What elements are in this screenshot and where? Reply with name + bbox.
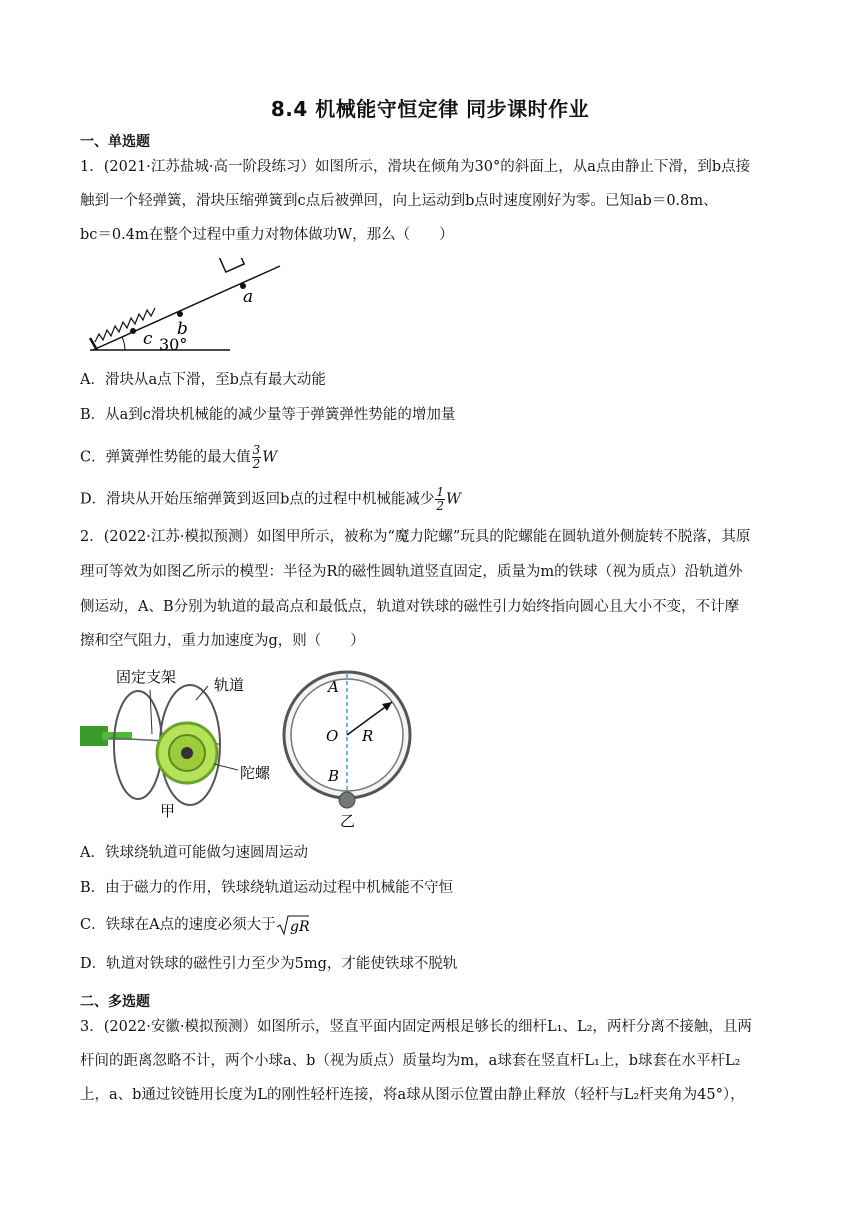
- q2-option-b: B．由于磁力的作用，铁球绕轨道运动过程中机械能不守恒: [80, 880, 454, 896]
- label-angle: 30°: [159, 335, 188, 354]
- label-top: 陀螺: [240, 764, 271, 782]
- q1-option-d: D．滑块从开始压缩弹簧到返回b点的过程中机械能减少 $\frac{1}{2}$ W: [80, 485, 461, 513]
- point-b: [177, 311, 183, 317]
- angle-arc: [122, 337, 125, 350]
- q2-line-2: 理可等效为如图乙所示的模型：半径为R的磁性圆轨道竖直固定，质量为m的铁球（视为质点）沿轨道外: [80, 564, 743, 580]
- ring-1: [114, 691, 162, 799]
- label-a: a: [243, 287, 254, 307]
- section-single-choice: 一、单选题: [80, 134, 150, 150]
- sqrt-content: gR: [289, 919, 310, 935]
- label-R: R: [362, 727, 374, 745]
- sqrt-gR: [276, 914, 310, 936]
- q2-option-a: A．铁球绕轨道可能做匀速圆周运动: [80, 845, 308, 861]
- q2-line-3: 侧运动，A、B分别为轨道的最高点和最低点，轨道对铁球的磁性引力始终指向圆心且大小不变，不计摩: [80, 599, 740, 615]
- point-c: [130, 328, 136, 334]
- q1-incline-figure: [85, 258, 285, 358]
- fraction-3-2: $\frac{3}{2}$: [252, 443, 261, 471]
- q3-line-2: 杆间的距离忽略不计，两个小球a、b（视为质点）质量均为m，a球套在竖直杆L₁上，b球套在水平杆L₂: [80, 1053, 741, 1069]
- q1-option-b: B．从a到c滑块机械能的减少量等于弹簧弹性势能的增加量: [80, 407, 456, 423]
- label-c: c: [143, 329, 153, 349]
- label-b: b: [177, 319, 188, 339]
- q1-line-1: 1．(2021·江苏盐城·高一阶段练习）如图所示，滑块在倾角为30°的斜面上，从a点由静止下滑，到b点接: [80, 159, 751, 175]
- label-track: 轨道: [214, 676, 245, 694]
- q2-option-d: D．轨道对铁球的磁性引力至少为5mg，才能使铁球不脱轨: [80, 956, 458, 972]
- q2-figure-jia: [80, 660, 280, 830]
- q1-option-c-text: C．弹簧弹性势能的最大值: [80, 449, 251, 466]
- q1-line-2: 触到一个轻弹簧，滑块压缩弹簧到c点后被弹回，向上运动到b点时速度刚好为零。已知ab＝0.8m、: [80, 193, 718, 209]
- caption-jia: 甲: [160, 802, 176, 820]
- label-A: A: [328, 678, 339, 696]
- q2-line-4: 擦和空气阻力，重力加速度为g，则（ ）: [80, 633, 365, 649]
- label-bracket: 固定支架: [116, 668, 177, 686]
- slider-block: [218, 258, 244, 272]
- q2-option-c: [80, 914, 310, 936]
- q3-line-1: 3．(2022·安徽·模拟预测）如图所示，竖直平面内固定两根足够长的细杆L₁、L₂，两杆分离不接触，且两: [80, 1019, 752, 1035]
- q2-figure-yi: [282, 660, 422, 830]
- q2-line-1: 2．(2022·江苏·模拟预测）如图甲所示，被称为“魔力陀螺”玩具的陀螺能在圆轨道外侧旋转不脱落，其原: [80, 529, 751, 545]
- q1-option-a: A．滑块从a点下滑，至b点有最大动能: [80, 372, 326, 388]
- iron-ball: [339, 792, 355, 808]
- section-multi-choice: 二、多选题: [80, 994, 150, 1010]
- leader-bracket: [150, 690, 152, 734]
- q2-option-c-text: C．铁球在A点的速度必须大于: [80, 917, 276, 933]
- page-title: 8.4 机械能守恒定律 同步课时作业: [270, 97, 590, 121]
- q1-option-c: C．弹簧弹性势能的最大值 $\frac{3}{2}$ W: [80, 443, 278, 471]
- q1-line-3: bc＝0.4m在整个过程中重力对物体做功W，那么（ ）: [80, 227, 454, 243]
- q1-option-d-text: D．滑块从开始压缩弹簧到返回b点的过程中机械能减少: [80, 491, 435, 508]
- fraction-1-2: $\frac{1}{2}$: [436, 485, 445, 513]
- q3-line-3: 上，a、b通过铰链用长度为L的刚性轻杆连接，将a球从图示位置由静止释放（轻杆与L₂杆夹角为45°），: [80, 1087, 745, 1103]
- label-O: O: [326, 727, 339, 745]
- caption-yi: 乙: [340, 812, 356, 830]
- label-B: B: [328, 767, 340, 785]
